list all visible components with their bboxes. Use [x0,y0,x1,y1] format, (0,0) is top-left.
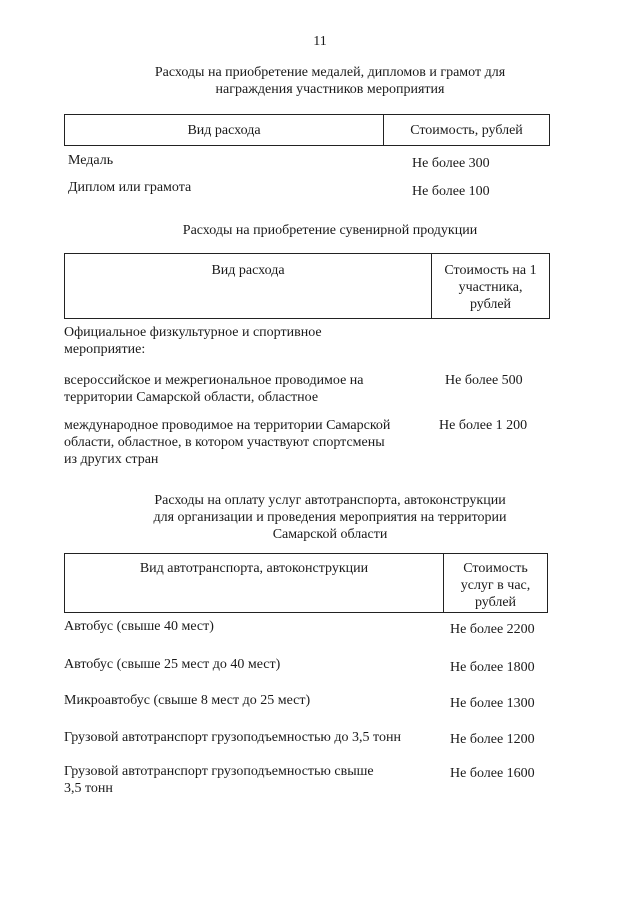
transport-row-cost: Не более 1200 [450,732,535,747]
transport-row-name: Автобус (свыше 25 мест до 40 мест) [64,657,281,672]
section-souvenirs-title: Расходы на приобретение сувенирной продукции [182,223,478,238]
medals-row-cost: Не более 100 [412,184,490,199]
transport-header-cost-line2: услуг в час, [460,578,531,593]
transport-row-name: Автобус (свыше 40 мест) [64,619,214,634]
section-medals-title-line2: награждения участников мероприятия [215,82,445,97]
transport-row-cost: Не более 1800 [450,660,535,675]
souvenirs-group-label-line1: Официальное физкультурное и спортивное [64,325,322,340]
section-transport-title-line3: Самарской области [272,527,388,542]
souvenirs-header-cost-line1: Стоимость на 1 [444,263,537,278]
souvenirs-header-type: Вид расхода [211,263,285,278]
transport-header-type: Вид автотранспорта, автоконструкции [139,561,369,576]
souvenirs-group-label-line2: мероприятие: [64,342,146,357]
transport-row-cost: Не более 2200 [450,622,535,637]
section-transport-title-line1: Расходы на оплату услуг автотранспорта, автоконструкции [154,493,506,508]
souvenirs-header-cost-line2: участника, [458,280,523,295]
transport-table-header [64,553,548,613]
medals-row-cost: Не более 300 [412,156,490,171]
transport-row-cost: Не более 1600 [450,766,535,781]
transport-header-cost-line3: рублей [474,595,517,610]
souvenirs-row-name-line3: из других стран [64,452,159,467]
page-number: 11 [313,34,327,49]
transport-row-cost: Не более 1300 [450,696,535,711]
souvenirs-row-cost: Не более 500 [445,373,523,388]
section-medals-title-line1: Расходы на приобретение медалей, дипломов и грамот для [154,65,506,80]
souvenirs-header-cost [431,254,549,318]
medals-header-cost: Стоимость, рублей [383,115,549,145]
transport-row-name: Микроавтобус (свыше 8 мест до 25 мест) [64,693,311,708]
transport-row-name-line2: 3,5 тонн [64,781,113,796]
souvenirs-group-label [64,324,322,358]
souvenirs-table-header [64,253,550,319]
medals-header-type: Вид расхода [187,123,261,138]
transport-header-cost [443,554,547,612]
medals-row-name: Медаль [68,153,114,168]
souvenirs-row-cost: Не более 1 200 [439,418,528,433]
medals-table-header [64,114,550,146]
transport-row-name-line1: Грузовой автотранспорт грузоподъемностью свыше [64,764,374,779]
souvenirs-row-name [64,372,364,406]
transport-header-cost-line1: Стоимость [463,561,528,576]
transport-row-name [64,763,374,797]
souvenirs-row-name-line1: всероссийское и межрегиональное проводимое на [64,373,364,388]
section-medals-title [90,64,570,98]
section-transport-title [90,492,570,543]
medals-row-name: Диплом или грамота [68,180,192,195]
souvenirs-row-name-line1: международное проводимое на территории Самарской [64,418,391,433]
souvenirs-row-name [64,417,390,468]
souvenirs-row-name-line2: области, областное, в котором участвуют спортсмены [64,435,385,450]
souvenirs-row-name-line2: территории Самарской области, областное [64,390,319,405]
transport-row-name: Грузовой автотранспорт грузоподъемностью до 3,5 тонн [64,730,401,745]
souvenirs-header-cost-line3: рублей [469,297,512,312]
section-transport-title-line2: для организации и проведения мероприятия на территории [153,510,507,525]
